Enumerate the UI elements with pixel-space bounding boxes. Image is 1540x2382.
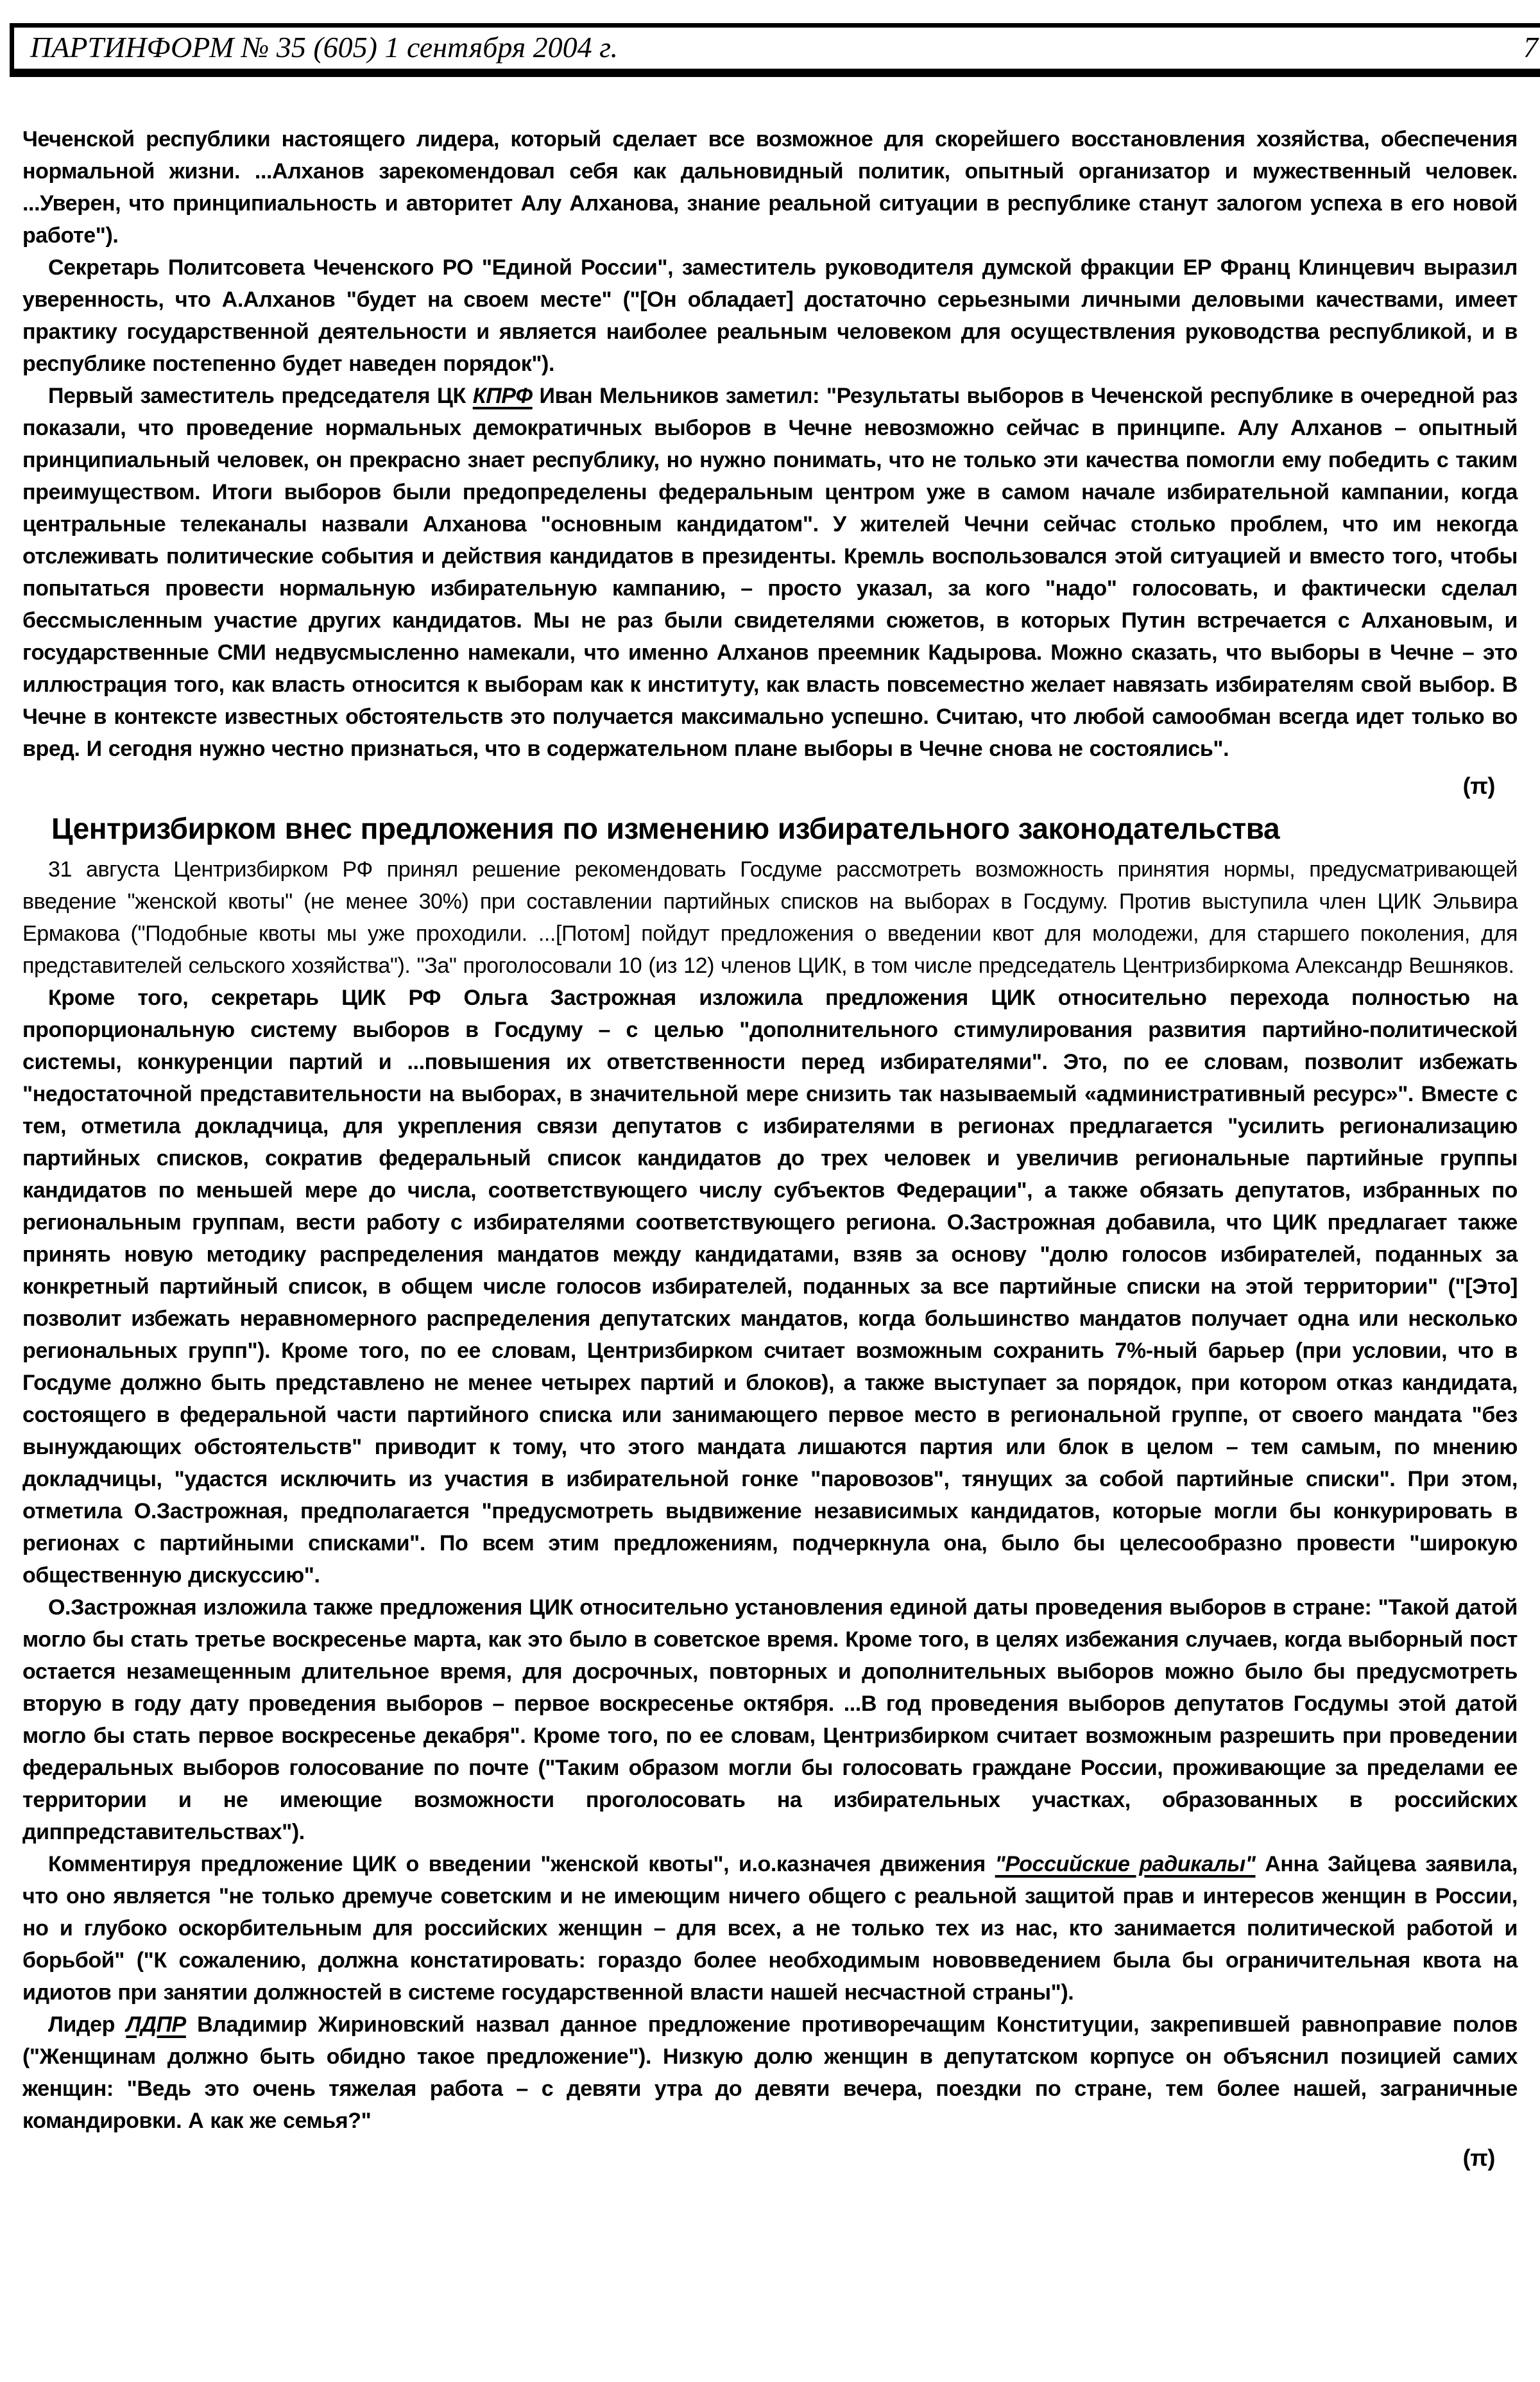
masthead-title: ПАРТИНФОРМ № 35 (605) 1 сентября 2004 г. [30,30,618,64]
paragraph-zaitseva [22,1848,1518,2009]
page-number: 7 [1523,30,1538,64]
page-header [10,23,1540,77]
paragraph-zastrozhnaya-1: Кроме того, секретарь ЦИК РФ Ольга Застрожная изложила предложения ЦИК относительно перехода полностью на пропорциональную систему выборов в Госдуму – с целью "дополнительного стимулирования развития партийно-политической системы, конкуренции партий и ...повышения их ответственности перед избирателями". Это, по ее словам, позволит избежать "недостаточной представительности на выборах, в значительной мере снизить так называемый «административный ресурс»". Вместе с тем, отметила докладчица, для укрепления связи депутатов с избирателями в регионах предлагается "усилить регионализацию партийных списков, сократив федеральный список кандидатов до трех человек и увеличив региональные партийные группы кандидатов по меньшей мере до числа, соответствующего числу субъектов Федерации", а также обязать депутатов, избранных по региональным группам, вести работу с избирателями соответствующего региона. О.Застрожная добавила, что ЦИК предлагает также принять новую методику распределения мандатов между кандидатами, взяв за основу "долю голосов избирателей, поданных за конкретный партийный список, в общем числе голосов избирателей, поданных за все партийные списки на этой территории" ("[Это] позволит избежать неравномерного распределения депутатских мандатов, когда большинство мандатов получает одна или несколько региональных групп"). Кроме того, по ее словам, Центризбирком считает возможным сохранить 7%-ный барьер (при условии, что в Госдуме должно быть представлено не менее четырех партий и блоков), а также выступает за порядок, при котором отказ кандидата, состоящего в федеральной части партийного списка или занимающего первое место в региональной группе, от своего мандата "без вынуждающих обстоятельств" приводит к тому, что этого мандата лишаются партия или блок в целом – тем самым, по мнению докладчицы, "удастся исключить из участия в избирательной гонке "паровозов", тянущих за собой партийные списки". При этом, отметила О.Застрожная, предполагается "предусмотреть выдвижение независимых кандидатов, которые могли бы конкурировать в регионах с партийными списками". По всем этим предложениям, подчеркнула она, было бы целесообразно провести "широкую общественную дискуссию". [22,986,1518,1588]
paragraph-zaitseva-after: Анна Зайцева заявила, что оно является "не только дремуче советским и не имеющим ничего общего с реальной защитой прав и интересов женщин в России, но и глубоко оскорбительным для российских женщин – для всех, а не только тех из нас, кто занимается политической работой и борьбой" ("К сожалению, должна констатировать: гораздо более необходимым нововведением была бы ограничительная квота на идиотов при занятии должностей в системе государственной власти нашей несчастной страны"). [22,1852,1518,2005]
article-headline: Центризбирком внес предложения по изменению избирательного законодательства [51,812,1280,845]
russian-radicals-emphasis: "Российские радикалы" [995,1852,1256,1876]
paragraph-melnikov-after: Иван Мельников заметил: "Результаты выборов в Чеченской республике в очередной раз показали, что проведение нормальных демократичных выборов в Чечне невозможно сейчас в принципе. Алу Алханов – опытный принципиальный человек, он прекрасно знает республику, но нужно понимать, что не только эти качества помогли ему победить с таким преимуществом. Итоги выборов были предопределены федеральным центром уже в самом начале избирательной кампании, когда центральные телеканалы назвали Алханова "основным кандидатом". У жителей Чечни сейчас столько проблем, что им некогда отслеживать политические события и действия кандидатов в президенты. Кремль воспользовался этой ситуацией и вместо того, чтобы попытаться провести нормальную избирательную кампанию, – просто указал, за кого "надо" голосовать, и фактически сделал бессмысленным участие других кандидатов. Мы не раз были свидетелями сюжетов, в которых Путин встречается с Алхановым, и государственные СМИ недвусмысленно намекали, что именно Алханов преемник Кадырова. Можно сказать, что выборы в Чечне – это иллюстрация того, как власть относится к выборам как к институту, как власть повсеместно желает навязать избирателям свой выбор. В Чечне в контексте известных обстоятельств это получается максимально успешно. Считаю, что любой самообман всегда идет только во вред. И сегодня нужно честно признаться, что в содержательном плане выборы в Чечне снова не состоялись". [22,384,1518,761]
article-body [22,123,1518,2174]
paragraph-klintsevich: Секретарь Политсовета Чеченского РО "Единой России", заместитель руководителя думской фракции ЕР Франц Клинцевич выразил уверенность, что А.Алханов "будет на своем месте" ("[Он обладает] достаточно серьезными личными деловыми качествами, имеет практику государственной деятельности и является наиболее реальным человеком для осуществления руководства республикой, и в республике постепенно будет наведен порядок"). [22,255,1518,376]
paragraph-zaitseva-before: Комментируя предложение ЦИК о введении "женской квоты", и.о.казначея движения [48,1852,995,1876]
paragraph-zhirinovsky-after: Владимир Жириновский назвал данное предложение противоречащим Конституции, закрепившей равноправие полов ("Женщинам должно быть обидно такое предложение"). Низкую долю женщин в депутатском корпусе он объяснил позицией самих женщин: "Ведь это очень тяжелая работа – с девяти утра до девяти вечера, поездки по стране, тем более нашей, заграничные командировки. А как же семья?" [22,2012,1518,2133]
ldpr-emphasis: ЛДПР [126,2012,186,2037]
paragraph-zhirinovsky-before: Лидер [48,2012,126,2037]
section-end-marker: (π) [1462,2145,1495,2171]
paragraph-cik-lead: 31 августа Центризбирком РФ принял решение рекомендовать Госдуме рассмотреть возможность принятия нормы, предусматривающей введение "женской квоты" (не менее 30%) при составлении партийных списков на выборах в Госдуму. Против выступила член ЦИК Эльвира Ермакова ("Подобные квоты мы уже проходили. ...[Потом] пойдут предложения о введении квот для молодежи, для старшего поколения, для представителей сельского хозяйства"). "За" проголосовали 10 (из 12) членов ЦИК, в том числе председатель Центризбиркома Александр Вешняков. [22,857,1518,978]
paragraph-zhirinovsky [22,2009,1518,2137]
paragraph-chechnya-continuation: Чеченской республики настоящего лидера, который сделает все возможное для скорейшего восстановления хозяйства, обеспечения нормальной жизни. ...Алханов зарекомендовал себя как дальновидный политик, опытный организатор и мужественный человек. ...Уверен, что принципиальность и авторитет Алу Алханова, знание реальной ситуации в республике станут залогом успеха в его новой работе"). [22,127,1518,248]
paragraph-melnikov-before: Первый заместитель председателя ЦК [48,384,473,408]
paragraph-melnikov [22,380,1518,765]
kprf-emphasis: КПРФ [472,384,533,408]
paragraph-zastrozhnaya-2: О.Застрожная изложила также предложения ЦИК относительно установления единой даты проведения выборов в стране: "Такой датой могло бы стать третье воскресенье марта, как это было в советское время. Кроме того, в целях избежания случаев, когда выборный пост остается незамещенным длительное время, для досрочных, повторных и дополнительных выборов можно было бы предусмотреть вторую в году дату проведения выборов – первое воскресенье октября. ...В год проведения выборов депутатов Госдумы этой датой могло бы стать первое воскресенье декабря". Кроме того, по ее словам, Центризбирком считает возможным разрешить при проведении федеральных выборов голосование по почте ("Таким образом могли бы голосовать граждане России, проживающие за пределами ее территории и не имеющие возможности проголосовать на избирательных участках, образованных в российских диппредставительствах"). [22,1595,1518,1844]
section-end-marker: (π) [1462,773,1495,799]
